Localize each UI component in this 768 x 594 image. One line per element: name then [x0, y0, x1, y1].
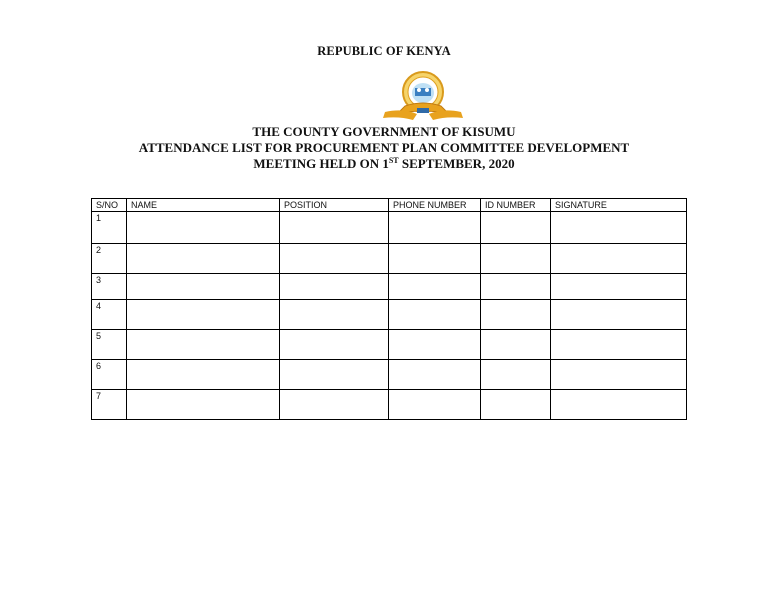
- name-cell[interactable]: [127, 274, 280, 300]
- name-cell[interactable]: [127, 360, 280, 390]
- position-cell[interactable]: [280, 390, 389, 420]
- column-header-name: NAME: [127, 199, 280, 212]
- id-cell[interactable]: [481, 360, 551, 390]
- signature-cell[interactable]: [551, 212, 687, 244]
- column-header-id-number: ID NUMBER: [481, 199, 551, 212]
- id-cell[interactable]: [481, 212, 551, 244]
- table-row: [92, 244, 687, 274]
- table-row: [92, 274, 687, 300]
- row-number: 7: [92, 390, 127, 420]
- row-number: 1: [92, 212, 127, 244]
- row-number: 5: [92, 330, 127, 360]
- table-row: [92, 300, 687, 330]
- phone-cell[interactable]: [389, 390, 481, 420]
- phone-cell[interactable]: [389, 274, 481, 300]
- title-line-3-end: SEPTEMBER, 2020: [398, 156, 515, 171]
- name-cell[interactable]: [127, 244, 280, 274]
- signature-cell[interactable]: [551, 390, 687, 420]
- republic-heading: REPUBLIC OF KENYA: [317, 44, 451, 58]
- signature-cell[interactable]: [551, 360, 687, 390]
- phone-cell[interactable]: [389, 330, 481, 360]
- row-number: 6: [92, 360, 127, 390]
- id-cell[interactable]: [481, 244, 551, 274]
- table-row: [92, 360, 687, 390]
- table-header-row: [92, 199, 687, 212]
- phone-cell[interactable]: [389, 244, 481, 274]
- title-line-3-start: MEETING HELD ON 1: [253, 156, 389, 171]
- title-line-2: ATTENDANCE LIST FOR PROCUREMENT PLAN COMMITTEE DEVELOPMENT: [138, 140, 630, 155]
- position-cell[interactable]: [280, 360, 389, 390]
- position-cell[interactable]: [280, 330, 389, 360]
- title-line-3: [0, 156, 768, 172]
- row-number: 4: [92, 300, 127, 330]
- id-cell[interactable]: [481, 330, 551, 360]
- signature-cell[interactable]: [551, 300, 687, 330]
- name-cell[interactable]: [127, 390, 280, 420]
- table-row: [92, 330, 687, 360]
- position-cell[interactable]: [280, 274, 389, 300]
- row-number: 3: [92, 274, 127, 300]
- ordinal-suffix: ST: [388, 156, 399, 165]
- attendance-table: [91, 198, 687, 420]
- position-cell[interactable]: [280, 244, 389, 274]
- name-cell[interactable]: [127, 330, 280, 360]
- title-line-1: THE COUNTY GOVERNMENT OF KISUMU: [252, 124, 516, 139]
- row-number: 2: [92, 244, 127, 274]
- document-title: [0, 124, 768, 172]
- table-row: [92, 390, 687, 420]
- column-header-phone-number: PHONE NUMBER: [389, 199, 481, 212]
- id-cell[interactable]: [481, 390, 551, 420]
- column-header-sno: S/NO: [92, 199, 127, 212]
- county-logo: [383, 70, 463, 122]
- position-cell[interactable]: [280, 212, 389, 244]
- signature-cell[interactable]: [551, 330, 687, 360]
- name-cell[interactable]: [127, 300, 280, 330]
- column-header-signature: SIGNATURE: [551, 199, 687, 212]
- name-cell[interactable]: [127, 212, 280, 244]
- id-cell[interactable]: [481, 274, 551, 300]
- signature-cell[interactable]: [551, 274, 687, 300]
- column-header-position: POSITION: [280, 199, 389, 212]
- id-cell[interactable]: [481, 300, 551, 330]
- table-row: [92, 212, 687, 244]
- phone-cell[interactable]: [389, 300, 481, 330]
- signature-cell[interactable]: [551, 244, 687, 274]
- position-cell[interactable]: [280, 300, 389, 330]
- phone-cell[interactable]: [389, 212, 481, 244]
- phone-cell[interactable]: [389, 360, 481, 390]
